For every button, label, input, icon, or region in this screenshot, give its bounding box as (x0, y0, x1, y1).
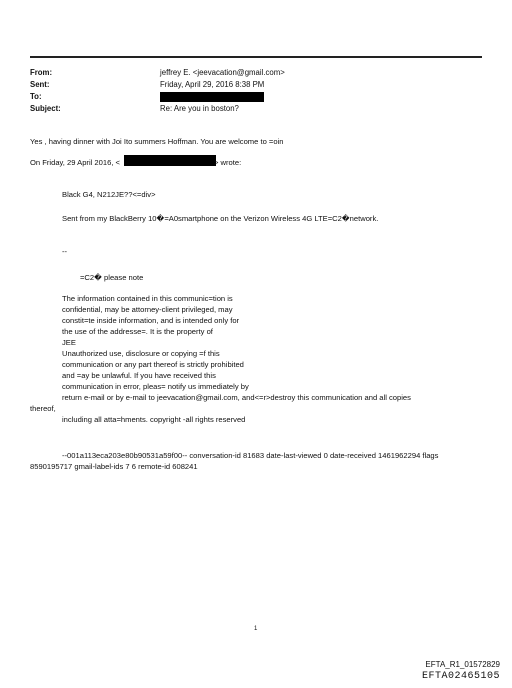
dashes: -- (62, 247, 68, 256)
quote-header-prefix: On Friday, 29 April 2016, < (30, 158, 120, 167)
subject-label: Subject: (30, 104, 61, 113)
disclaimer-line: and =ay be unlawful. If you have received this (62, 371, 216, 380)
bates-stamp: EFTA_R1_01572829 (425, 660, 500, 669)
disclaimer-line: Unauthorized use, disclosure or copying =f this (62, 349, 220, 358)
metadata-line: --001a113eca203e80b90531a59f00-- conversation-id 81683 date-last-viewed 0 date-received 1461962294 flags (62, 451, 439, 460)
redaction-bar (160, 92, 264, 102)
reply-line: Yes , having dinner with Joi Ito summers Hoffman. You are welcome to =oin (30, 137, 284, 146)
disclaimer-line: communication in error, pleas= notify us immediately by (62, 382, 249, 391)
note-line: =C2� please note (80, 273, 144, 282)
disclaimer-line: constit=te inside information, and is intended only for (62, 316, 240, 325)
disclaimer-line: the use of the addresse=. It is the property of (62, 327, 213, 336)
from-value: jeffrey E. <jeevacation@gmail.com> (160, 68, 285, 77)
disclaimer-thereof: thereof, (30, 404, 56, 413)
quote-header-suffix: > wrote: (214, 158, 242, 167)
disclaimer-line: return e-mail or by e-mail to jeevacation@gmail.com, and<=r>destroy this communication and all copies (62, 393, 411, 402)
page-number: 1 (254, 626, 258, 632)
disclaimer-line: JEE (62, 338, 76, 347)
from-label: From: (30, 68, 53, 77)
header-rule (30, 56, 482, 58)
metadata-line: 8590195717 gmail-label-ids 7 6 remote-id 608241 (30, 462, 198, 471)
to-label: To: (30, 92, 42, 101)
bates-stamp: EFTA02465105 (421, 671, 500, 682)
disclaimer-line: confidential, may be attorney-client privileged, may (62, 305, 233, 314)
disclaimer-line: The information contained in this communic=tion is (62, 294, 233, 303)
sent-value: Friday, April 29, 2016 8:38 PM (160, 80, 265, 89)
subject-value: Re: Are you in boston? (160, 104, 239, 113)
disclaimer-line: communication or any part thereof is strictly prohibited (62, 360, 244, 369)
quoted-line: Black G4, N212JE??<=div> (62, 190, 156, 199)
sent-label: Sent: (30, 80, 50, 89)
redaction-bar (124, 155, 216, 166)
disclaimer-line: including all atta=hments. copyright -all rights reserved (62, 415, 246, 424)
quoted-line: Sent from my BlackBerry 10�=A0smartphone on the Verizon Wireless 4G LTE=C2�network. (62, 214, 379, 223)
